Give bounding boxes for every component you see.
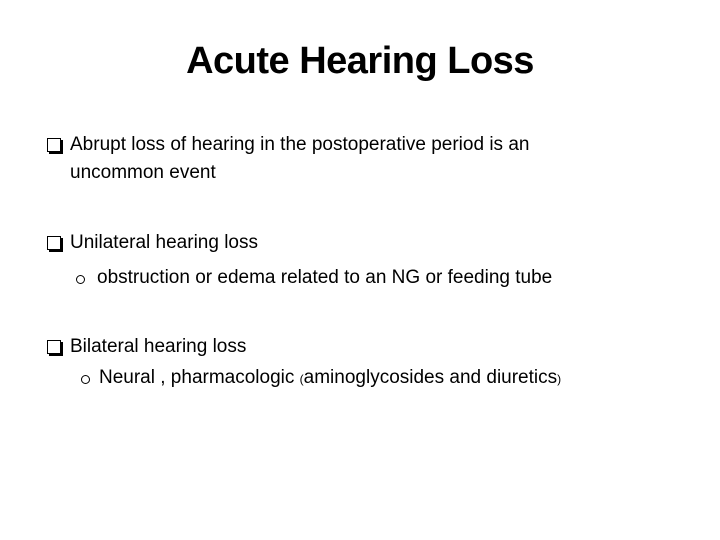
bullet-item [47, 229, 258, 257]
open-paren: ( [299, 372, 304, 386]
bullet-text-line: Abrupt loss of hearing in the postoperative period is an [70, 134, 530, 155]
bullet-text: Unilateral hearing loss [70, 232, 258, 253]
bullet-text: Bilateral hearing loss [70, 336, 247, 357]
checkbox-square-icon [47, 340, 61, 354]
checkbox-square-icon [47, 138, 61, 152]
slide-title: Acute Hearing Loss [186, 40, 534, 82]
bullet-item [47, 131, 529, 187]
sub-text-prefix: Neural , pharmacologic [99, 367, 300, 388]
sub-bullet-text [99, 364, 561, 393]
close-paren: ) [557, 372, 562, 386]
hollow-circle-icon [76, 275, 85, 284]
bullet-text-line: uncommon event [70, 162, 216, 183]
sub-text-middle: aminoglycosides and diuretics [303, 367, 558, 388]
sub-bullet-item [81, 364, 561, 393]
checkbox-square-icon [47, 236, 61, 250]
sub-bullet-text: obstruction or edema related to an NG or feeding tube [97, 267, 553, 288]
bullet-text [70, 131, 529, 187]
hollow-circle-icon [81, 375, 90, 384]
sub-bullet-item [76, 264, 552, 292]
bullet-item [47, 333, 246, 361]
